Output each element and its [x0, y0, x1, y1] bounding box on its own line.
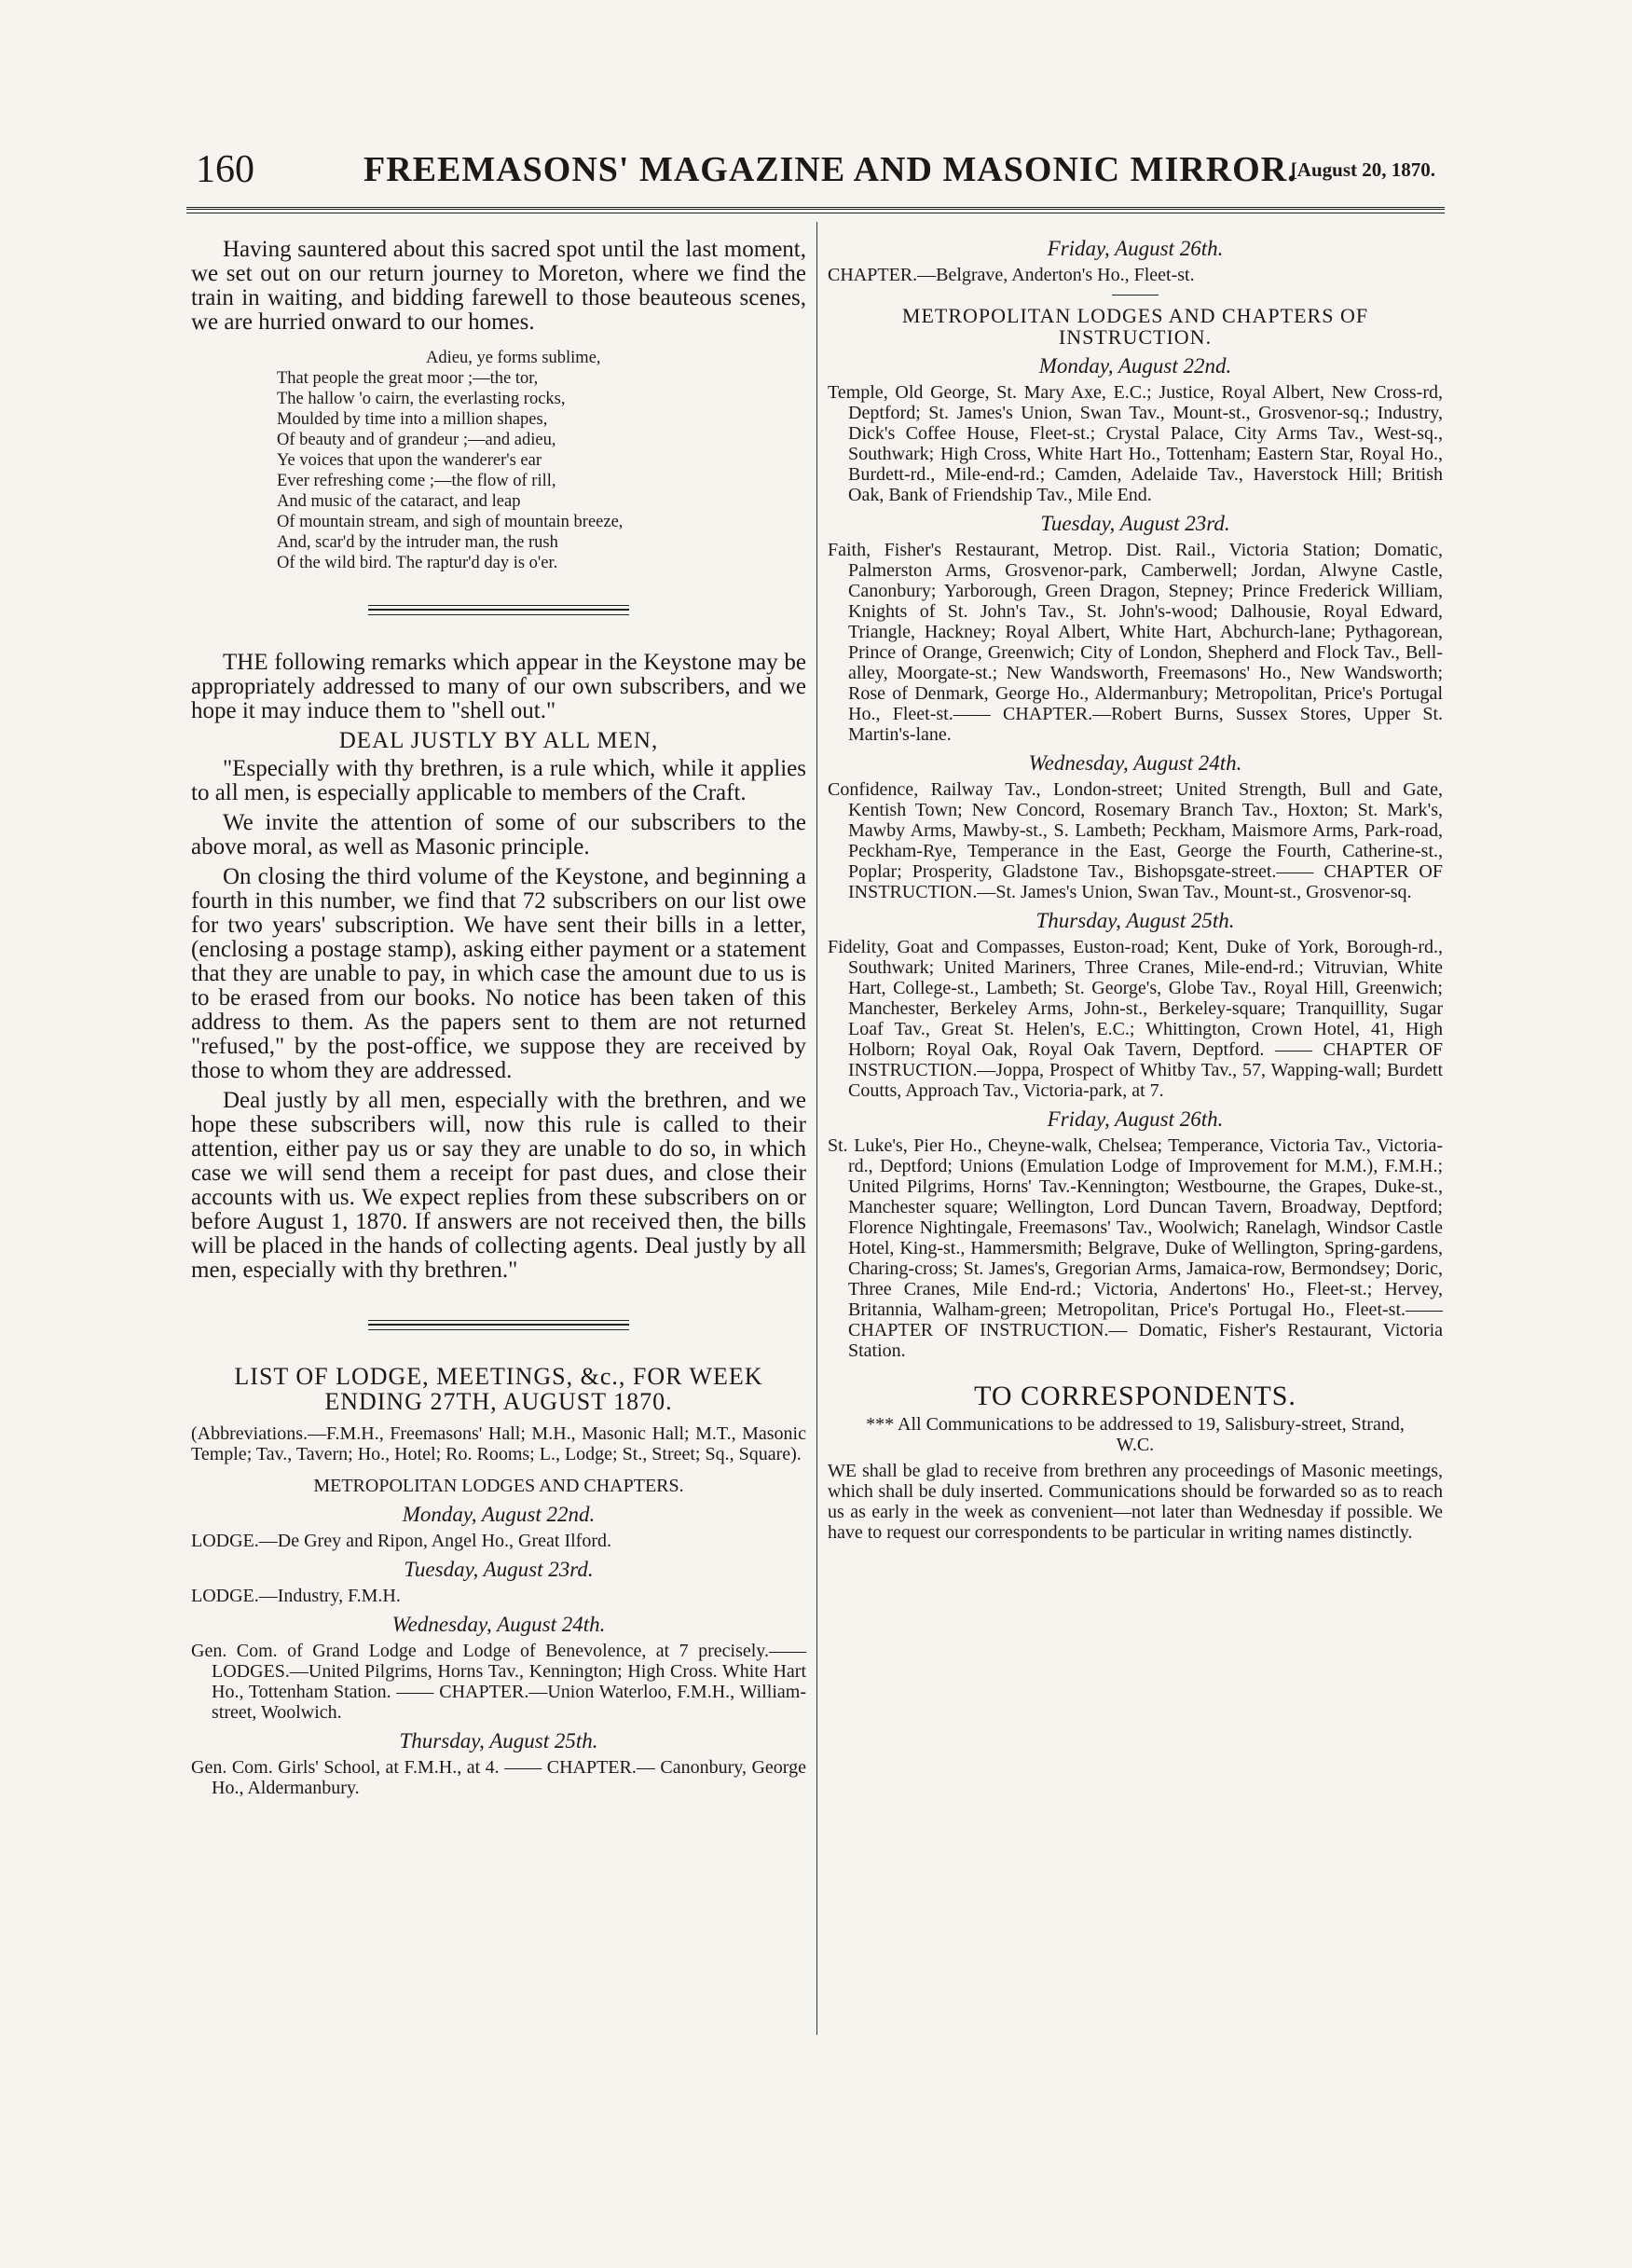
- right-column: [828, 238, 1443, 1548]
- instruction-monday-entries: Temple, Old George, St. Mary Axe, E.C.; Justice, Royal Albert, New Cross-rd, Deptford; St. James's Union, Swan Tav., Mount-st., Grosvenor-sq.; Industry, Dick's Coffee House, Fleet-st.; Crystal Palace, City Arms Tav., West-sq., Southwark; High Cross, White Hart Ho., Tottenham; Eastern Star, Royal Ho., Burdett-rd., Mile-end-rd.; Camden, Adelaide Tav., Haverstock Hill; British Oak, Bank of Friendship Tav., Mile End.: [828, 382, 1443, 505]
- poem-line: Of the wild bird. The raptur'd day is o'er.: [277, 554, 558, 572]
- friday-entries: CHAPTER.—Belgrave, Anderton's Ho., Fleet-st.: [828, 265, 1195, 285]
- running-header: [196, 147, 1435, 194]
- instruction-title: METROPOLITAN LODGES AND CHAPTERS OF INSTRUCTION.: [901, 304, 1369, 349]
- day-heading-wednesday: Wednesday, August 24th.: [1028, 751, 1242, 775]
- left-column: [191, 238, 806, 1804]
- section-ornament: [368, 1320, 629, 1330]
- instruction-tuesday-entries: Faith, Fisher's Restaurant, Metrop. Dist. Rail., Victoria Station; Domatic, Palmerston Arms, Grosvenor-park, Camberwell; Jordan, Alwyne Castle, Canonbury; Yarborough, Green Dragon, Stepney; Prince Frederick William, Knights of St. John's Tav., St. John's-wood; Dalhousie, Royal Edward, Triangle, Hackney; Royal Albert, White Hart, Abchurch-lane; Pythagorean, Prince of Orange, Greenwich; City of London, Shepherd and Flock Tav., Bell-alley, Moorgate-st.; New Wandsworth, Freemasons' Ho., New Wandsworth; Rose of Denmark, George Ho., Aldermanbury; Metropolitan, Price's Portugal Ho., Fleet-st.—— CHAPTER.—Robert Burns, Sussex Stores, Upper St. Martin's-lane.: [828, 540, 1443, 745]
- correspondents-notice: WE shall be glad to receive from brethren any proceedings of Masonic meetings, which shall be duly inserted. Communications should be forwarded so as to reach us as early in the week as convenient—not later than Wednesday if possible. We have to request our correspondents to be particular in writing names distinctly.: [828, 1461, 1443, 1543]
- correspondents-title: TO CORRESPONDENTS.: [974, 1381, 1296, 1411]
- day-heading-thursday: Thursday, August 25th.: [399, 1729, 598, 1753]
- correspondents-address: *** All Communications to be addressed to 19, Salisbury-street, Strand, W.C.: [866, 1414, 1405, 1455]
- wednesday-entries: Gen. Com. of Grand Lodge and Lodge of Benevolence, at 7 precisely.—— LODGES.—United Pilgrims, Horns Tav., Kennington; High Cross. White Hart Ho., Tottenham Station. —— CHAPTER.—Union Waterloo, F.M.H., William-street, Woolwich.: [191, 1641, 806, 1723]
- poem-line: Ever refreshing come ;—the flow of rill,: [277, 472, 556, 490]
- poem-line: Adieu, ye forms sublime,: [426, 349, 601, 367]
- day-heading-tuesday: Tuesday, August 23rd.: [404, 1558, 594, 1581]
- divider: [1112, 295, 1159, 296]
- deal-paragraph-4: Deal justly by all men, especially with the brethren, and we hope these subscribers will, now this rule is called to their attention, either pay us or say they are unable to do so, in which case we will send them a receipt for past dues, and close their accounts with us. We expect replies from these subscribers on or before August 1, 1870. If answers are not received then, the bills will be placed in the hands of collecting agents. Deal justly by all men, especially with thy brethren.": [191, 1088, 806, 1283]
- poem-line: Moulded by time into a million shapes,: [277, 410, 548, 429]
- day-heading-wednesday: Wednesday, August 24th.: [391, 1613, 606, 1636]
- deal-paragraph-3: On closing the third volume of the Keystone, and beginning a fourth in this number, we find that 72 subscribers on our list owe for two years' subscription. We have sent their bills in a letter, (enclosing a postage stamp), asking either payment or a statement that they are unable to pay, in which case the amount due to us is to be erased from our books. No notice has been taken of this address to them. As the papers sent to them are not returned "refused," by the post-office, we suppose they are received by those to whom they are addressed.: [191, 864, 806, 1083]
- issue-date: [August 20, 1870.: [1290, 158, 1435, 181]
- poem-line: The hallow 'o cairn, the everlasting rocks,: [277, 390, 566, 408]
- day-heading-monday: Monday, August 22nd.: [1038, 354, 1232, 378]
- lodge-list-title: LIST OF LODGE, MEETINGS, &c., FOR WEEK ENDING 27TH, AUGUST 1870.: [234, 1363, 763, 1415]
- day-heading-friday: Friday, August 26th.: [1047, 237, 1224, 260]
- instruction-thursday-entries: Fidelity, Goat and Compasses, Euston-road; Kent, Duke of York, Borough-rd., Southwark; United Mariners, Three Cranes, Mile-end-rd.; Vitruvian, White Hart, College-st., Lambeth; St. George's, Globe Tav., Royal Hill, Greenwich; Manchester, Berkeley Arms, John-st., Berkeley-square; Tranquillity, Sugar Loaf Tav., Great St. Helen's, E.C.; Whittington, Crown Hotel, 41, High Holborn; Royal Oak, Royal Oak Tavern, Deptford. —— CHAPTER OF INSTRUCTION.—Joppa, Prospect of Whitby Tav., 57, Wapping-wall; Burdett Coutts, Approach Tav., Victoria-park, at 7.: [828, 937, 1443, 1101]
- tuesday-entries: LODGE.—Industry, F.M.H.: [191, 1586, 401, 1606]
- day-heading-monday: Monday, August 22nd.: [402, 1503, 596, 1526]
- masthead-title: FREEMASONS' MAGAZINE AND MASONIC MIRROR.: [363, 150, 1297, 189]
- header-rule: [186, 207, 1445, 213]
- day-heading-thursday: Thursday, August 25th.: [1035, 909, 1235, 932]
- metropolitan-heading: METROPOLITAN LODGES AND CHAPTERS.: [313, 1476, 684, 1496]
- column-divider: [816, 222, 817, 2035]
- travel-paragraph: Having sauntered about this sacred spot until the last moment, we set out on our return journey to Moreton, where we find the train in waiting, and bidding farewell to those beauteous scenes, we are hurried onward to our homes.: [191, 237, 806, 335]
- monday-entries: LODGE.—De Grey and Ripon, Angel Ho., Great Ilford.: [191, 1531, 612, 1551]
- poem-line: Of beauty and of grandeur ;—and adieu,: [277, 431, 556, 449]
- poem-line: Of mountain stream, and sigh of mountain breeze,: [277, 513, 624, 531]
- instruction-wednesday-entries: Confidence, Railway Tav., London-street; United Strength, Bull and Gate, Kentish Town; New Concord, Rosemary Branch Tav., Hoxton; St. Mark's, Mawby Arms, Mawby-st., S. Lambeth; Peckham, Maismore Arms, Park-road, Peckham-Rye, Temperance in the East, George the Fourth, Catherine-st., Poplar; Prosperity, Gladstone Tav., Bishopsgate-street.—— CHAPTER OF INSTRUCTION.—St. James's Union, Swan Tav., Mount-st., Grosvenor-sq.: [828, 779, 1443, 902]
- poem-line: That people the great moor ;—the tor,: [277, 369, 539, 388]
- keystone-intro: THE following remarks which appear in the Keystone may be appropriately addressed to many of our own subscribers, and we hope it may induce them to "shell out.": [191, 650, 806, 723]
- poem-line: Ye voices that upon the wanderer's ear: [277, 451, 542, 470]
- deal-paragraph-1: "Especially with thy brethren, is a rule which, while it applies to all men, is especially applicable to members of the Craft.: [191, 756, 806, 805]
- thursday-entries: Gen. Com. Girls' School, at F.M.H., at 4. —— CHAPTER.— Canonbury, George Ho., Aldermanbury.: [191, 1757, 806, 1798]
- instruction-friday-entries: St. Luke's, Pier Ho., Cheyne-walk, Chelsea; Temperance, Victoria Tav., Victoria-rd., Deptford; Unions (Emulation Lodge of Improvement for M.M.), F.M.H.; United Pilgrims, Horns' Tav.-Kennington; Westbourne, the Grapes, Duke-st., Manchester square; Wellington, Lord Duncan Tavern, Broadway, Deptford; Florence Nightingale, Freemasons' Tav., Woolwich; Ranelagh, Windsor Castle Hotel, King-st., Hammersmith; Belgrave, Duke of Wellington, Spring-gardens, Charing-cross; St. James's, Gregorian Arms, Jamaica-row, Bermondsey; Doric, Three Cranes, Mile End-rd.; Victoria, Andertons' Ho., Fleet-st.; Hervey, Britannia, Walham-green; Metropolitan, Price's Portugal Ho., Fleet-st.—— CHAPTER OF INSTRUCTION.— Domatic, Fisher's Restaurant, Victoria Station.: [828, 1135, 1443, 1361]
- poem-line: And, scar'd by the intruder man, the rush: [277, 533, 558, 552]
- section-ornament: [368, 605, 629, 615]
- day-heading-friday: Friday, August 26th.: [1047, 1107, 1224, 1131]
- page-number: 160: [196, 148, 254, 191]
- deal-justly-title: DEAL JUSTLY BY ALL MEN,: [338, 728, 659, 753]
- day-heading-tuesday: Tuesday, August 23rd.: [1040, 512, 1230, 535]
- poem: [277, 348, 806, 573]
- poem-line: And music of the cataract, and leap: [277, 492, 521, 511]
- deal-paragraph-2: We invite the attention of some of our subscribers to the above moral, as well as Masonic principle.: [191, 810, 806, 859]
- abbreviations: (Abbreviations.—F.M.H., Freemasons' Hall; M.H., Masonic Hall; M.T., Masonic Temple; Tav., Tavern; Ho., Hotel; Ro. Rooms; L., Lodge; St., Street; Sq., Square).: [191, 1423, 806, 1464]
